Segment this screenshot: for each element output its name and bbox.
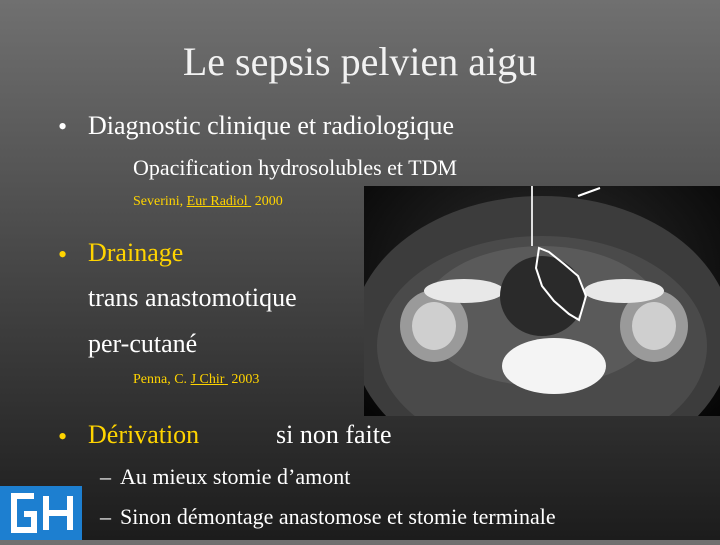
derivation-suffix: si non faite xyxy=(276,420,392,449)
bullet-diagnostic: Diagnostic clinique et radiologique xyxy=(88,111,455,140)
citation-severini xyxy=(133,194,283,210)
bullet-drainage: Drainage xyxy=(88,238,184,267)
gh-logo-mark xyxy=(0,486,82,540)
citation-year: 2003 xyxy=(231,372,260,387)
bullet-marker: • xyxy=(58,240,68,269)
citation-journal: Eur Radiol xyxy=(186,194,248,209)
sub-opacification: Opacification hydrosolubles et TDM xyxy=(133,155,458,180)
subitem-demontage: Sinon démontage anastomose et stomie terminale xyxy=(120,504,556,529)
ct-scan-drawing xyxy=(364,186,720,416)
subitem-stomie-amont: Au mieux stomie d’amont xyxy=(120,464,351,489)
citation-journal: J Chir xyxy=(190,372,225,387)
dash-marker: – xyxy=(100,464,111,489)
citation-year: 2000 xyxy=(254,194,283,209)
citation-author: Severini, xyxy=(133,194,184,209)
ct-scan-image xyxy=(364,186,720,416)
bullet-derivation: Dérivation xyxy=(88,420,200,449)
bullet-marker: • xyxy=(58,422,68,451)
citation-penna xyxy=(133,372,259,388)
slide-title: Le sepsis pelvien aigu xyxy=(182,39,538,84)
drainage-line-2: per-cutané xyxy=(88,329,198,358)
dash-marker: – xyxy=(100,504,111,529)
citation-author: Penna, C. xyxy=(133,372,188,387)
drainage-line-1: trans anastomotique xyxy=(88,283,297,312)
bullet-marker: • xyxy=(58,112,68,141)
gh-logo xyxy=(0,486,82,540)
